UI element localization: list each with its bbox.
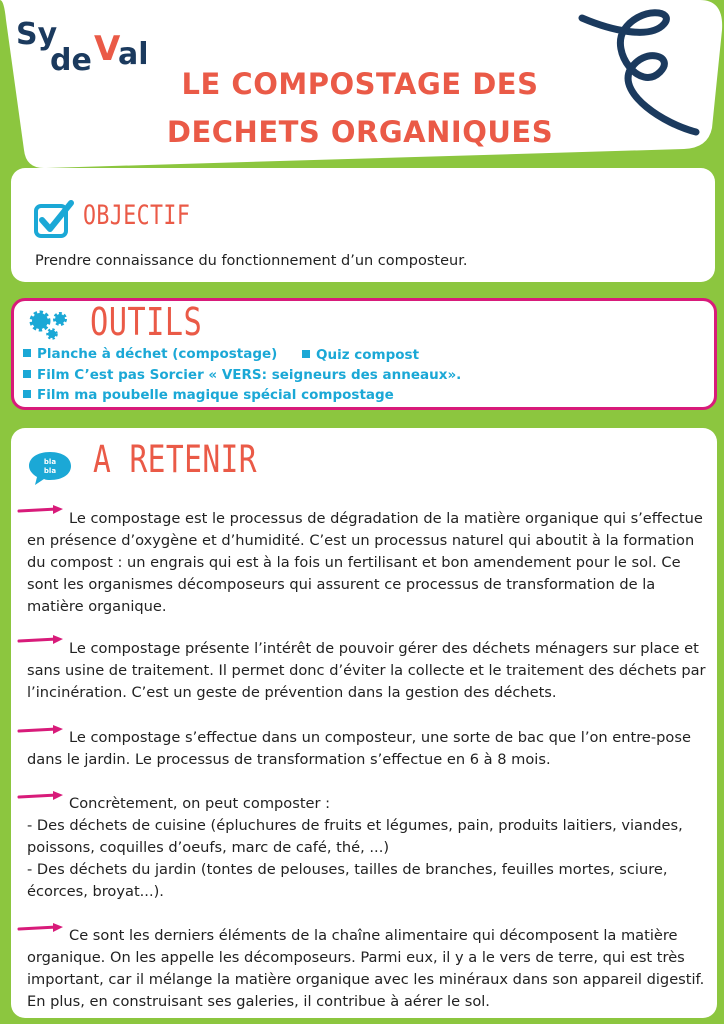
- outils-heading: OUTILS: [90, 300, 203, 344]
- svg-text:bla: bla: [43, 467, 57, 475]
- gears-icon: [26, 307, 76, 343]
- tool-item: Quiz compost: [302, 347, 419, 363]
- tool-item: Film ma poubelle magique spécial compostage: [23, 387, 394, 403]
- svg-text:V: V: [94, 29, 121, 69]
- retenir-paragraph: Ce sont les derniers éléments de la chaîne alimentaire qui décomposent la matière organique. On les appelle les décomposeurs. Parmi eux, il y a le vers de terre, qui est très important, car il mélange la matière organique avec les minéraux dans son appareil digestif. En plus, en construisant ses galeries, il contribue à aérer le sol.: [27, 927, 705, 1010]
- retenir-paragraph: Concrètement, on peut composter : - Des déchets de cuisine (épluchures de fruits et légumes, pain, produits laitiers, viandes, poissons, coquilles d’oeufs, marc de café, thé, ...) - Des déchets du jardin (tontes de pelouses, tailles de branches, feuilles mortes, sciure, écorces, broyat...).: [27, 795, 683, 900]
- speech-bubble-icon: [27, 448, 73, 488]
- retenir-paragraph: Le compostage présente l’intérêt de pouvoir gérer des déchets ménagers sur place et sans usine de traitement. Il permet donc d’éviter la collecte et le traitement des déchets par l’incinération. C’est un geste de prévention dans la gestion des déchets.: [27, 640, 706, 701]
- objectif-panel: [11, 168, 715, 282]
- retenir-paragraph: Le compostage s’effectue dans un composteur, une sorte de bac que l’on entre-pose dans le jardin. Le processus de transformation s’effectue en 6 à 8 mois.: [27, 729, 691, 768]
- tool-item: Film C’est pas Sorcier « VERS: seigneurs des anneaux».: [23, 367, 461, 383]
- svg-text:al: al: [118, 37, 149, 72]
- title-line-2: DECHETS ORGANIQUES: [166, 115, 554, 149]
- page-title: [120, 60, 600, 156]
- svg-text:de: de: [50, 43, 92, 78]
- svg-text:Sy: Sy: [16, 17, 58, 52]
- retenir-paragraph: Le compostage est le processus de dégradation de la matière organique qui s’effectue en présence d’oxygène et d’humidité. C’est un processus naturel qui aboutit à la formation du compost : un engrais qui est à la fois un fertilisant et bon amendement pour le sol. Ce sont les organismes décomposeurs qui assurent ce processus de transformation de la matière organique.: [27, 510, 703, 615]
- tool-item: Planche à déchet (compostage): [23, 346, 277, 362]
- objectif-heading: OBJECTIF: [83, 200, 191, 231]
- svg-text:bla: bla: [43, 458, 57, 466]
- title-line-1: LE COMPOSTAGE DES: [181, 67, 539, 101]
- checkbox-icon: [33, 200, 75, 240]
- outils-panel: [11, 298, 717, 410]
- retenir-panel: [11, 428, 717, 1018]
- objectif-text: Prendre connaissance du fonctionnement d’un composteur.: [35, 253, 468, 269]
- retenir-heading: A RETENIR: [93, 438, 257, 481]
